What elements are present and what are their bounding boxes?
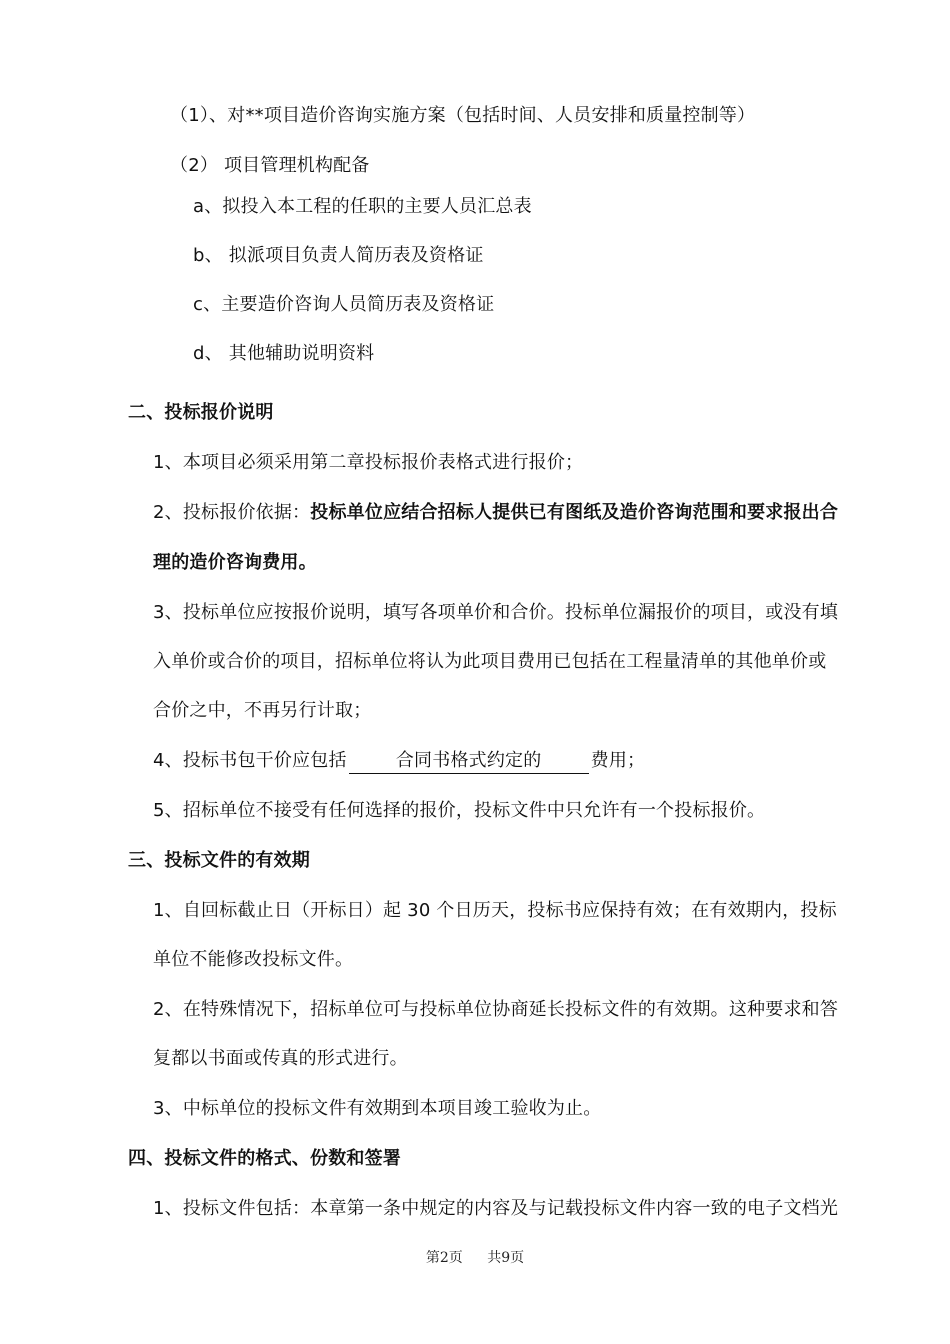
paragraph: 1、自回标截止日（开标日）起 30 个日历天，投标书应保持有效；在有效期内，投标 [153,900,837,921]
paragraph: 单位不能修改投标文件。 [153,949,354,970]
paragraph: 1、本项目必须采用第二章投标报价表格式进行报价； [153,452,584,473]
fill-in-field: 合同书格式约定的 [349,749,589,774]
list-item-a: a、拟投入本工程的任职的主要人员汇总表 [193,196,532,217]
page-number: 第2页 [425,1250,463,1266]
section-heading-validity: 三、投标文件的有效期 [128,850,310,871]
page-footer [0,1247,950,1267]
paragraph [153,748,645,774]
paragraph [153,500,838,526]
paragraph: 2、在特殊情况下，招标单位可与投标单位协商延长投标文件的有效期。这种要求和答 [153,999,839,1020]
paragraph: 3、投标单位应按报价说明，填写各项单价和合价。投标单位漏报价的项目，或没有填 [153,602,839,623]
bold-emphasis: 理的造价咨询费用。 [153,552,317,573]
bold-emphasis: 投标单位应结合招标人提供已有图纸及造价咨询范围和要求报出合 [310,502,839,523]
list-item-b: b、 拟派项目负责人简历表及资格证 [193,245,484,266]
item-project-organization: （2） 项目管理机构配备 [170,155,370,176]
paragraph-suffix: 费用； [590,750,646,771]
total-pages: 共9页 [487,1250,525,1266]
paragraph: 合价之中，不再另行计取； [153,700,372,721]
paragraph-prefix: 2、投标报价依据： [153,502,311,523]
paragraph-prefix: 4、投标书包干价应包括 [153,750,347,771]
list-item-c: c、主要造价咨询人员简历表及资格证 [193,294,495,315]
list-item-d: d、 其他辅助说明资料 [193,343,375,364]
section-heading-bid-price: 二、投标报价说明 [128,402,274,423]
item-implementation-plan: （1）、对**项目造价咨询实施方案（包括时间、人员安排和质量控制等） [170,105,756,126]
section-heading-format: 四、投标文件的格式、份数和签署 [128,1148,401,1169]
paragraph: 入单价或合价的项目，招标单位将认为此项目费用已包括在工程量清单的其他单价或 [153,651,827,672]
paragraph: 复都以书面或传真的形式进行。 [153,1048,408,1069]
paragraph: 5、招标单位不接受有任何选择的报价，投标文件中只允许有一个投标报价。 [153,800,766,821]
paragraph: 1、投标文件包括：本章第一条中规定的内容及与记载投标文件内容一致的电子文档光 [153,1198,839,1219]
paragraph: 3、中标单位的投标文件有效期到本项目竣工验收为止。 [153,1098,602,1119]
